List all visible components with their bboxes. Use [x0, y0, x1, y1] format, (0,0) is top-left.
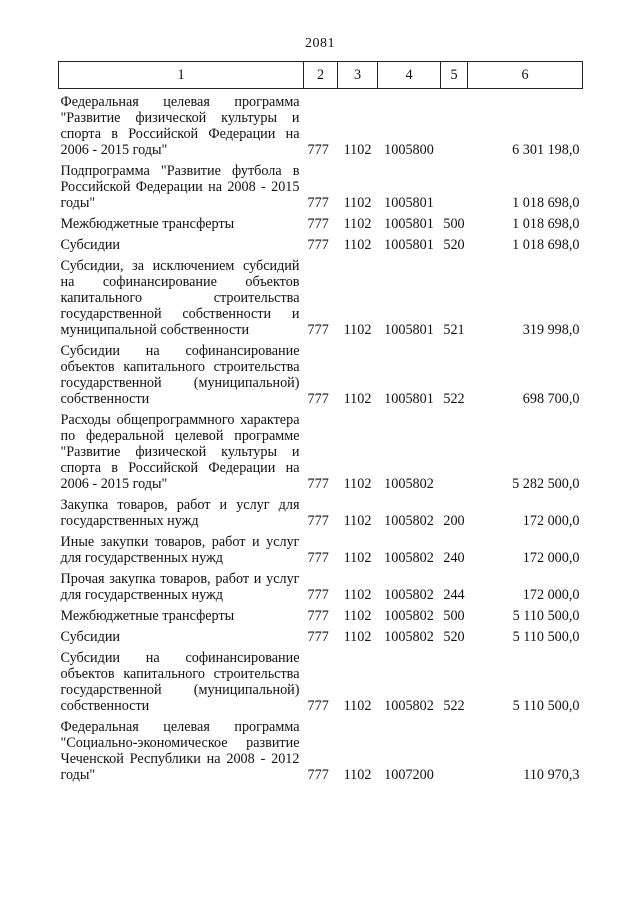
table-row	[59, 529, 583, 566]
row-rz-cell: 1102	[343, 216, 372, 232]
row-gr-cell: 777	[307, 142, 329, 158]
table-row	[59, 645, 583, 714]
row-rz-cell: 1102	[343, 629, 372, 645]
table-body	[59, 89, 583, 784]
row-vr-cell	[441, 158, 468, 211]
row-cs-cell: 1005802	[384, 698, 434, 714]
row-rz-cell: 1102	[343, 767, 372, 783]
row-cs-cell: 1005802	[384, 629, 434, 645]
row-rz-cell: 1102	[343, 322, 372, 338]
row-name-cell: Субсидии	[60, 237, 121, 253]
row-rz-cell: 1102	[343, 142, 372, 158]
table-row	[59, 211, 583, 232]
row-cs-cell: 1007200	[384, 767, 434, 783]
row-name-cell: Подпрограмма "Развитие футбола в Российской Федерации на 2008 - 2015 годы"	[60, 163, 300, 211]
row-vr-cell: 244	[443, 587, 465, 603]
row-rz-cell: 1102	[343, 391, 372, 407]
table-row	[59, 624, 583, 645]
row-cs-cell: 1005802	[384, 513, 434, 529]
row-gr-cell: 777	[307, 476, 329, 492]
row-rz-cell: 1102	[343, 608, 372, 624]
row-gr-cell: 777	[307, 216, 329, 232]
row-vr-cell: 520	[443, 629, 465, 645]
row-gr-cell: 777	[307, 237, 329, 253]
row-name-cell: Федеральная целевая программа "Социально-экономическое развитие Чеченской Республики на 2008 - 2012 годы"	[60, 719, 300, 783]
row-gr-cell: 777	[307, 391, 329, 407]
page-number: 2081	[305, 36, 335, 51]
header-col-6: 6	[468, 62, 583, 89]
row-gr-cell: 777	[307, 629, 329, 645]
row-sum-cell: 5 110 500,0	[512, 608, 580, 624]
row-vr-cell: 522	[443, 698, 465, 714]
table-row	[59, 338, 583, 407]
row-gr-cell: 777	[307, 767, 329, 783]
row-sum-cell: 1 018 698,0	[512, 237, 580, 253]
row-gr-cell: 777	[307, 550, 329, 566]
table-row	[59, 566, 583, 603]
table-row	[59, 158, 583, 211]
row-sum-cell: 110 970,3	[523, 767, 580, 783]
row-sum-cell: 698 700,0	[522, 391, 580, 407]
row-sum-cell: 5 282 500,0	[512, 476, 580, 492]
row-vr-cell: 240	[443, 550, 465, 566]
row-sum-cell: 1 018 698,0	[512, 195, 580, 211]
row-vr-cell: 521	[443, 322, 465, 338]
row-sum-cell: 172 000,0	[522, 513, 580, 529]
table-row	[59, 232, 583, 253]
row-name-cell: Субсидии, за исключением субсидий на софинансирование объектов капитального строительства государственной собственности и муниципальной собственности	[60, 258, 300, 338]
row-cs-cell: 1005802	[384, 608, 434, 624]
row-cs-cell: 1005800	[384, 142, 434, 158]
table-row	[59, 89, 583, 159]
header-col-5: 5	[441, 62, 468, 89]
header-col-1: 1	[59, 62, 304, 89]
table-row	[59, 492, 583, 529]
row-name-cell: Межбюджетные трансферты	[60, 216, 235, 232]
row-rz-cell: 1102	[343, 698, 372, 714]
row-cs-cell: 1005801	[384, 195, 434, 211]
row-name-cell: Расходы общепрограммного характера по федеральной целевой программе "Развитие физической культуры и спорта в Российской Федерации на 2006 - 2015 годы"	[60, 412, 300, 492]
budget-table	[58, 61, 583, 783]
row-name-cell: Субсидии	[60, 629, 121, 645]
row-sum-cell: 319 998,0	[522, 322, 580, 338]
row-rz-cell: 1102	[343, 476, 372, 492]
row-sum-cell: 6 301 198,0	[512, 142, 580, 158]
row-rz-cell: 1102	[343, 587, 372, 603]
row-gr-cell: 777	[307, 698, 329, 714]
row-cs-cell: 1005802	[384, 550, 434, 566]
row-vr-cell: 522	[443, 391, 465, 407]
row-rz-cell: 1102	[343, 550, 372, 566]
table-header	[59, 62, 583, 89]
row-vr-cell: 200	[443, 513, 465, 529]
row-gr-cell: 777	[307, 587, 329, 603]
row-gr-cell: 777	[307, 513, 329, 529]
row-gr-cell: 777	[307, 608, 329, 624]
row-name-cell: Иные закупки товаров, работ и услуг для государственных нужд	[60, 534, 300, 566]
row-sum-cell: 5 110 500,0	[512, 629, 580, 645]
row-gr-cell: 777	[307, 195, 329, 211]
row-cs-cell: 1005801	[384, 216, 434, 232]
header-col-4: 4	[378, 62, 441, 89]
row-name-cell: Межбюджетные трансферты	[60, 608, 235, 624]
header-row	[59, 62, 583, 89]
row-name-cell: Закупка товаров, работ и услуг для государственных нужд	[60, 497, 300, 529]
row-cs-cell: 1005801	[384, 322, 434, 338]
row-sum-cell: 1 018 698,0	[512, 216, 580, 232]
row-rz-cell: 1102	[343, 195, 372, 211]
row-sum-cell: 172 000,0	[522, 587, 580, 603]
row-rz-cell: 1102	[343, 237, 372, 253]
row-sum-cell: 172 000,0	[522, 550, 580, 566]
row-vr-cell: 500	[443, 216, 465, 232]
table-row	[59, 253, 583, 338]
header-col-2: 2	[304, 62, 338, 89]
row-vr-cell: 500	[443, 608, 465, 624]
row-rz-cell: 1102	[343, 513, 372, 529]
row-gr-cell: 777	[307, 322, 329, 338]
row-name-cell: Субсидии на софинансирование объектов капитального строительства государственной (муниципальной) собственности	[60, 343, 300, 407]
row-name-cell: Прочая закупка товаров, работ и услуг для государственных нужд	[60, 571, 300, 603]
table-row	[59, 407, 583, 492]
row-name-cell: Субсидии на софинансирование объектов капитального строительства государственной (муниципальной) собственности	[60, 650, 300, 714]
row-cs-cell: 1005801	[384, 237, 434, 253]
row-vr-cell	[441, 714, 468, 783]
table-row	[59, 714, 583, 783]
row-vr-cell	[441, 89, 468, 159]
row-cs-cell: 1005802	[384, 476, 434, 492]
header-col-3: 3	[338, 62, 378, 89]
row-sum-cell: 5 110 500,0	[512, 698, 580, 714]
row-cs-cell: 1005802	[384, 587, 434, 603]
row-name-cell: Федеральная целевая программа "Развитие физической культуры и спорта в Российской Федерации на 2006 - 2015 годы"	[60, 94, 300, 158]
row-cs-cell: 1005801	[384, 391, 434, 407]
table-row	[59, 603, 583, 624]
row-vr-cell	[441, 407, 468, 492]
row-vr-cell: 520	[443, 237, 465, 253]
